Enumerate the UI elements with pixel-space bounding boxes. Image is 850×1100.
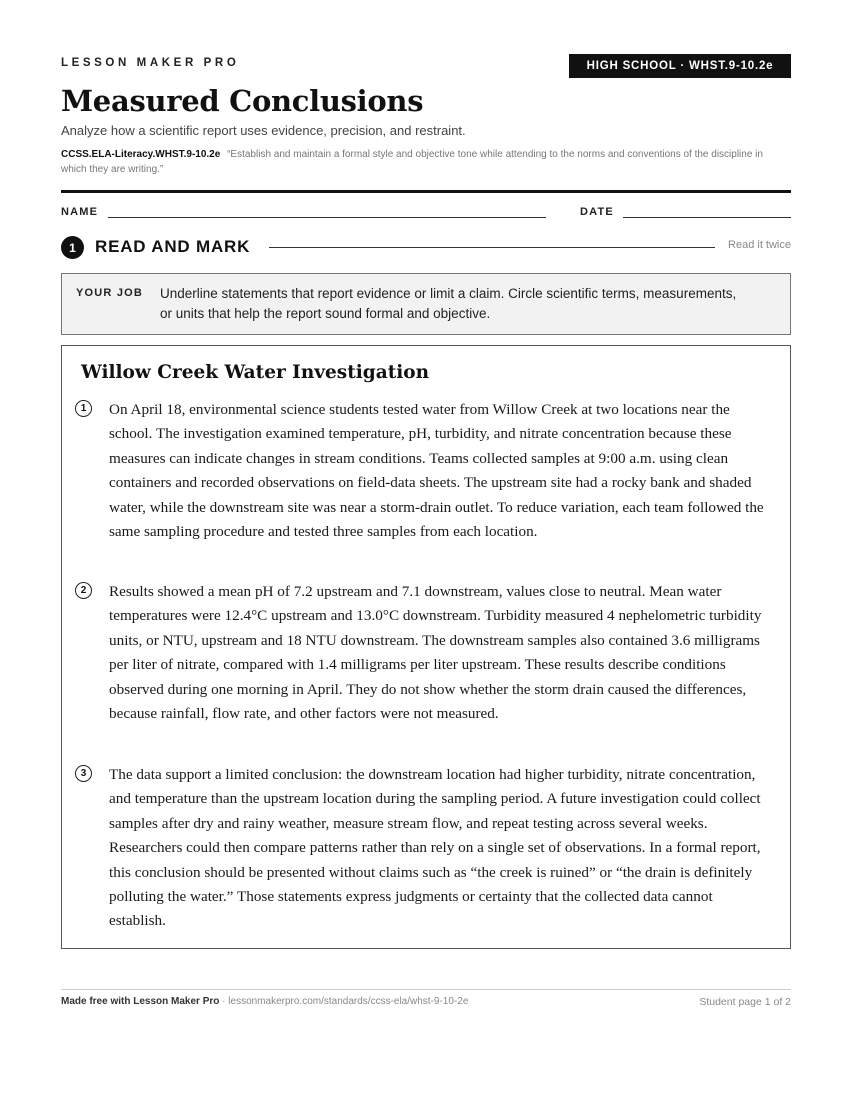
date-field[interactable]: [623, 217, 791, 218]
standard-code: CCSS.ELA-Literacy.WHST.9-10.2e: [61, 149, 221, 160]
date-label: DATE: [580, 206, 614, 218]
footer-credit: [61, 996, 468, 1007]
footer-page-number: Student page 1 of 2: [699, 996, 791, 1008]
standard-description: [61, 147, 791, 177]
name-label: NAME: [61, 206, 99, 218]
job-text: Underline statements that report evidence or limit a claim. Circle scientific terms, measurements, or units that help the report sound formal and objective.: [160, 286, 737, 321]
footer-divider: [61, 989, 791, 990]
section-rule: [269, 247, 715, 248]
passage-title: Willow Creek Water Investigation: [81, 362, 430, 383]
header-divider: [61, 190, 791, 193]
section-header: [61, 235, 791, 259]
paragraph-number-badge: 2: [75, 582, 92, 599]
section-title: READ AND MARK: [95, 237, 251, 256]
paragraph-number-badge: 3: [75, 765, 92, 782]
footer-made-with: Made free with Lesson Maker Pro: [61, 996, 220, 1007]
page-title: Measured Conclusions: [61, 84, 424, 118]
name-field[interactable]: [108, 217, 546, 218]
paragraph-number-badge: 1: [75, 400, 92, 417]
section-note: Read it twice: [728, 239, 791, 251]
grade-standard-badge: HIGH SCHOOL · WHST.9-10.2e: [569, 54, 791, 78]
reading-passage-box: [61, 345, 791, 949]
page-subtitle: Analyze how a scientific report uses evidence, precision, and restraint.: [61, 123, 466, 138]
job-instructions-box: [61, 273, 791, 335]
paragraph-text: The data support a limited conclusion: the downstream location had higher turbidity, nitrate concentration, and temperature than the upstream location during the sampling period. A future investigation could collect samples after dry and rainy weather, measure stream flow, and repeat testing across several weeks. Researchers could then compare patterns rather than rely on a single set of observations. In a formal report, this conclusion should be presented without claims such as “the creek is ruined” or “the drain is definitely polluting the water.” Those statements express judgments or certainty that the collected data cannot establish.: [109, 766, 761, 930]
brand-logo: LESSON MAKER PRO: [61, 57, 240, 69]
section-number-badge: 1: [61, 236, 84, 259]
job-label: YOUR JOB: [76, 287, 144, 299]
name-date-row: [61, 205, 791, 221]
paragraph-text: Results showed a mean pH of 7.2 upstream and 7.1 downstream, values close to neutral. Mean water temperatures were 12.4°C upstream and 13.0°C downstream. Turbidity measured 4 nephelometric turbidity units, or NTU, upstream and 18 NTU downstream. The downstream samples also contained 3.6 milligrams per liter of nitrate, compared with 1.4 milligrams per liter upstream. These results describe conditions observed during one morning in April. They do not show whether the storm drain caused the differences, because rainfall, flow rate, and other factors were not measured.: [109, 583, 762, 723]
paragraph-text: On April 18, environmental science students tested water from Willow Creek at two locations near the school. The investigation examined temperature, pH, turbidity, and nitrate concentration because these measures can indicate changes in stream conditions. Teams collected samples at 9:00 a.m. using clean containers and recorded observations on field-data sheets. The upstream site had a rocky bank and shaded water, while the downstream site was near a storm-drain outlet. To reduce variation, each team followed the same sampling procedure and tested three samples from each location.: [109, 401, 764, 541]
footer-link[interactable]: · lessonmakerpro.com/standards/ccss-ela/whst-9-10-2e: [222, 996, 469, 1007]
standard-quote: “Establish and maintain a formal style and objective tone while attending to the norms and conventions of the discipline in which they are writing.”: [61, 149, 763, 175]
